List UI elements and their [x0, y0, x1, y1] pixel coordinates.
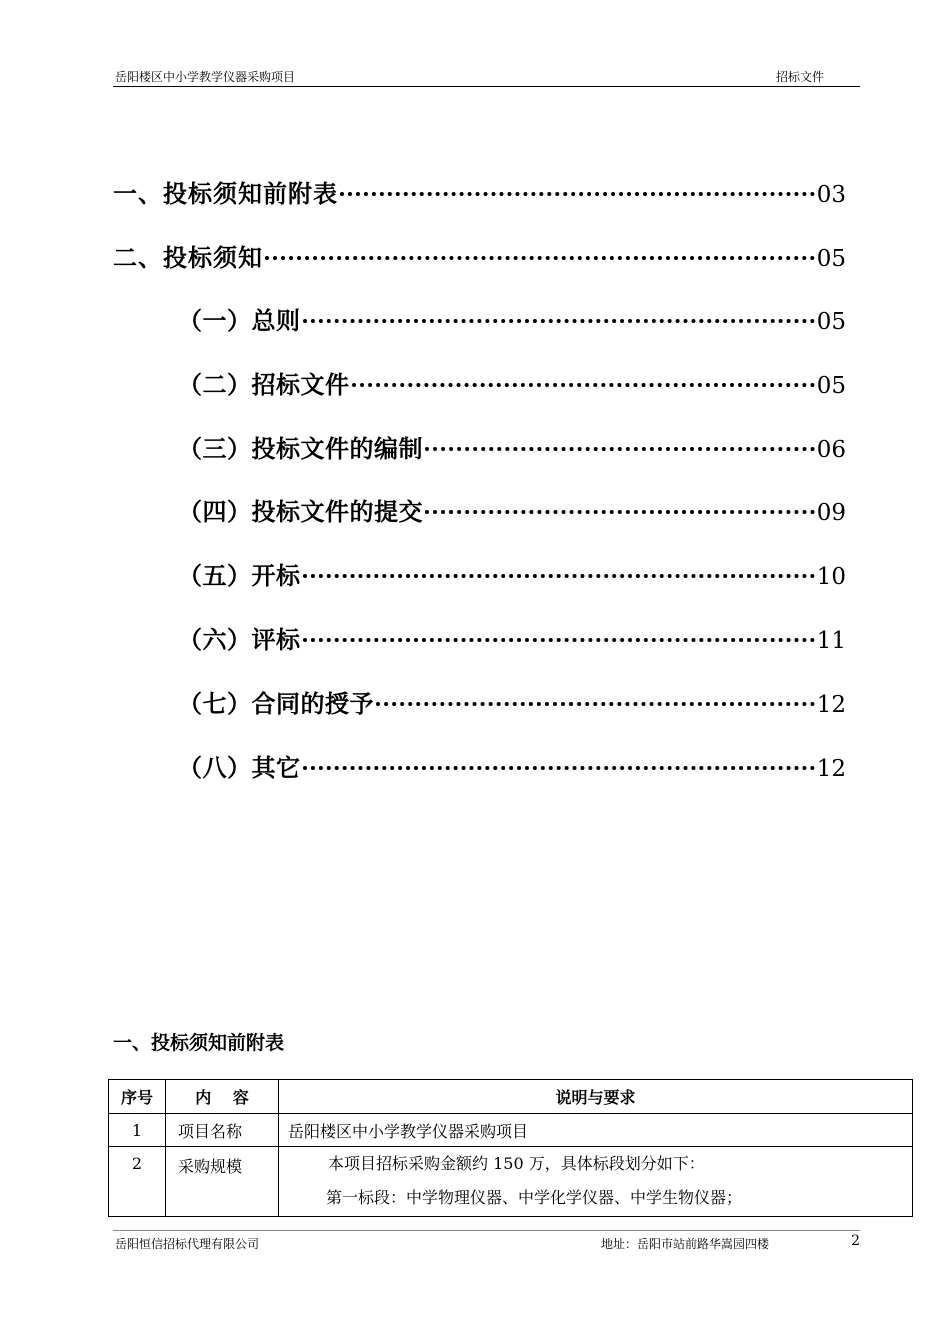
- description-line: 第一标段：中学物理仪器、中学化学仪器、中学生物仪器；: [326, 1188, 743, 1207]
- toc-entry-title: 二、投标须知: [113, 244, 263, 272]
- bidder-instructions-table: [108, 1079, 913, 1217]
- toc-entry-4[interactable]: [178, 365, 846, 405]
- toc-entry-5[interactable]: [178, 429, 846, 469]
- page-header: [113, 66, 860, 87]
- toc-entry-page: 12: [816, 692, 846, 718]
- toc-entry-page: 03: [816, 182, 846, 208]
- toc-entry-6[interactable]: [178, 492, 846, 532]
- toc-entry-2[interactable]: [113, 238, 846, 278]
- toc-entry-page: 11: [816, 628, 846, 654]
- toc-entry-title: 一、投标须知前附表: [113, 180, 338, 208]
- toc-dot-leader: [303, 638, 815, 642]
- toc-dot-leader: [352, 383, 815, 387]
- toc-dot-leader: [425, 510, 815, 514]
- toc-entry-title: （六）评标: [178, 626, 301, 654]
- footer-company: 岳阳恒信招标代理有限公司: [115, 1237, 260, 1251]
- toc-dot-leader: [303, 766, 815, 770]
- footer-page-number: 2: [851, 1233, 860, 1249]
- description-line: 本项目招标采购金额约 150 万，具体标段划分如下：: [328, 1154, 705, 1173]
- toc-dot-leader: [376, 702, 815, 706]
- column-header-number: 序号: [109, 1080, 166, 1114]
- toc-entry-title: （七）合同的授予: [178, 690, 374, 718]
- table-row: [109, 1147, 913, 1217]
- row-description: [279, 1147, 913, 1217]
- toc-entry-page: 05: [816, 373, 846, 399]
- toc-entry-1[interactable]: [113, 174, 846, 214]
- toc-entry-title: （四）投标文件的提交: [178, 498, 423, 526]
- toc-entry-title: （三）投标文件的编制: [178, 435, 423, 463]
- toc-entry-title: （五）开标: [178, 562, 301, 590]
- toc-entry-title: （一）总则: [178, 307, 301, 335]
- column-header-description: 说明与要求: [279, 1080, 913, 1114]
- toc-entry-page: 06: [816, 437, 846, 463]
- toc-entry-title: （八）其它: [178, 754, 301, 782]
- toc-entry-page: 05: [816, 246, 846, 272]
- row-number: 2: [109, 1147, 166, 1217]
- table-row: [109, 1114, 913, 1147]
- header-document-type: 招标文件: [775, 70, 824, 84]
- section-heading: 一、投标须知前附表: [113, 1032, 285, 1054]
- toc-entry-10[interactable]: [178, 748, 846, 788]
- page-footer: [113, 1230, 860, 1255]
- toc-dot-leader: [303, 319, 815, 323]
- toc-entry-page: 09: [816, 500, 846, 526]
- toc-entry-3[interactable]: [178, 301, 846, 341]
- header-project-title: 岳阳楼区中小学教学仪器采购项目: [115, 70, 296, 84]
- row-item-name: 采购规模: [166, 1147, 279, 1217]
- row-number: 1: [109, 1114, 166, 1147]
- table-header-row: [109, 1080, 913, 1114]
- toc-entry-page: 05: [816, 309, 846, 335]
- row-item-name: 项目名称: [166, 1114, 279, 1147]
- toc-dot-leader: [425, 447, 815, 451]
- toc-dot-leader: [303, 574, 815, 578]
- toc-dot-leader: [340, 192, 815, 196]
- column-header-content: 内 容: [166, 1080, 279, 1114]
- toc-entry-9[interactable]: [178, 684, 846, 724]
- toc-entry-title: （二）招标文件: [178, 371, 350, 399]
- footer-address: 地址：岳阳市站前路华嵩园四楼: [601, 1237, 770, 1251]
- toc-entry-page: 10: [816, 564, 846, 590]
- toc-entry-page: 12: [816, 756, 846, 782]
- toc-dot-leader: [265, 256, 815, 260]
- toc-entry-8[interactable]: [178, 620, 846, 660]
- row-description: 岳阳楼区中小学教学仪器采购项目: [279, 1114, 913, 1147]
- toc-entry-7[interactable]: [178, 556, 846, 596]
